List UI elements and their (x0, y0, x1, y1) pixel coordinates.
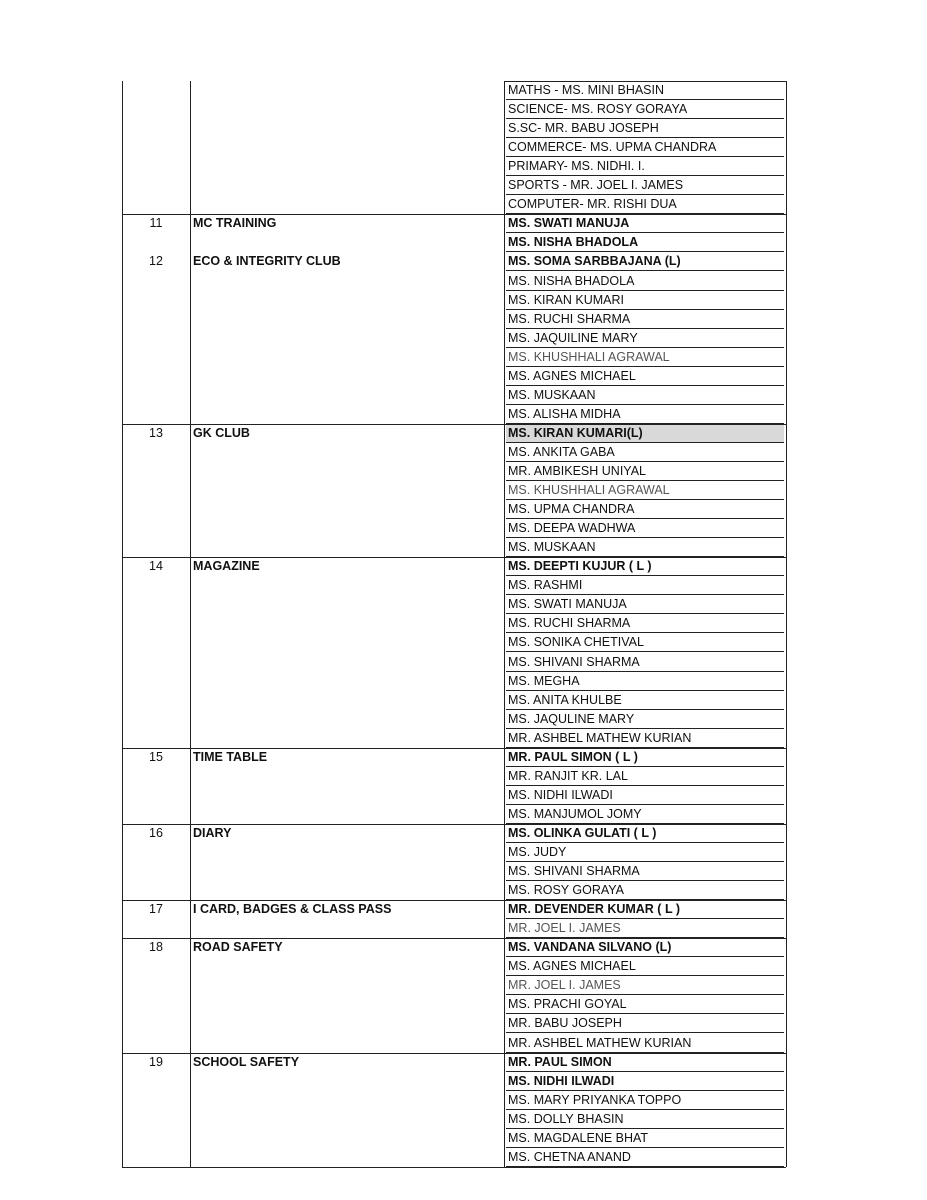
member-name: MS. ALISHA MIDHA (506, 405, 784, 424)
table-row (122, 881, 786, 900)
group-separator (122, 557, 786, 558)
member-name: MS. VANDANA SILVANO (L) (506, 938, 784, 957)
member-name: COMMERCE- MS. UPMA CHANDRA (506, 138, 784, 157)
duty-number: 17 (149, 902, 163, 917)
member-name: MR. BABU JOSEPH (506, 1014, 784, 1033)
duty-number: 11 (149, 216, 163, 231)
duty-title: MAGAZINE (193, 559, 260, 574)
member-name: MR. PAUL SIMON ( L ) (506, 748, 784, 767)
member-name: MS. JAQULINE MARY (506, 710, 784, 729)
table-row (122, 633, 786, 652)
member-name: MS. DEEPA WADHWA (506, 519, 784, 538)
table-row (122, 119, 786, 138)
table-row (122, 214, 786, 233)
member-name: MS. NIDHI ILWADI (506, 1072, 784, 1091)
member-name: SCIENCE- MS. ROSY GORAYA (506, 100, 784, 119)
member-name: MS. DOLLY BHASIN (506, 1110, 784, 1129)
member-name: MR. JOEL I. JAMES (506, 976, 784, 995)
column-divider-2 (504, 81, 505, 1167)
member-name: MR. JOEL I. JAMES (506, 919, 784, 938)
member-name: S.SC- MR. BABU JOSEPH (506, 119, 784, 138)
member-name: MS. SHIVANI SHARMA (506, 862, 784, 881)
group-separator (122, 214, 786, 215)
member-name: MS. KIRAN KUMARI(L) (506, 424, 784, 443)
group-separator (122, 1053, 786, 1054)
duty-number (122, 81, 190, 100)
duty-number: 12 (149, 254, 163, 269)
member-name: MS. ANKITA GABA (506, 443, 784, 462)
member-name: MS. PRACHI GOYAL (506, 995, 784, 1014)
table-row (122, 595, 786, 614)
table-row (122, 1091, 786, 1110)
table-row (122, 691, 786, 710)
table-row (122, 329, 786, 348)
table-row (122, 1053, 786, 1072)
table-row (122, 976, 786, 995)
member-name: MS. NISHA BHADOLA (506, 272, 784, 291)
table-row (122, 424, 786, 443)
table-row (122, 1014, 786, 1033)
table-row (122, 405, 786, 424)
member-name: MS. DEEPTI KUJUR ( L ) (506, 557, 784, 576)
table-row (122, 81, 786, 100)
table-row (122, 786, 786, 805)
duty-number: 19 (149, 1054, 163, 1069)
table-row (122, 672, 786, 691)
table-row (122, 462, 786, 481)
table-row (122, 481, 786, 500)
group-separator (122, 424, 786, 425)
table-row (122, 862, 786, 881)
member-name: MS. RUCHI SHARMA (506, 614, 784, 633)
table-row (122, 291, 786, 310)
table-row (122, 138, 786, 157)
member-name: MATHS - MS. MINI BHASIN (506, 81, 784, 100)
table-row (122, 348, 786, 367)
table-row (122, 1129, 786, 1148)
member-name: MS. SWATI MANUJA (506, 214, 784, 233)
member-name: MS. JAQUILINE MARY (506, 329, 784, 348)
member-name: MS. KHUSHHALI AGRAWAL (506, 348, 784, 367)
duty-number: 18 (149, 940, 163, 955)
member-name: MS. MUSKAAN (506, 386, 784, 405)
table-row (122, 614, 786, 633)
member-name: MS. SHIVANI SHARMA (506, 653, 784, 672)
outer-left-border (122, 81, 123, 1167)
group-separator (122, 824, 786, 825)
member-name: MS. CHETNA ANAND (506, 1148, 784, 1167)
table-row (122, 157, 786, 176)
member-name: MR. ASHBEL MATHEW KURIAN (506, 1034, 784, 1053)
member-name: MS. MUSKAAN (506, 538, 784, 557)
member-name: MS. NISHA BHADOLA (506, 233, 784, 252)
duty-number: 16 (149, 825, 163, 840)
member-name: MS. MAGDALENE BHAT (506, 1129, 784, 1148)
member-column-top-border (504, 81, 786, 82)
member-name: MS. MANJUMOL JOMY (506, 805, 784, 824)
table-row (122, 938, 786, 957)
table-row (122, 1110, 786, 1129)
table-row (122, 443, 786, 462)
column-divider-1 (190, 81, 191, 1167)
table-row (122, 272, 786, 291)
member-name: PRIMARY- MS. NIDHI. I. (506, 157, 784, 176)
group-separator (122, 938, 786, 939)
duty-title: I CARD, BADGES & CLASS PASS (193, 902, 392, 917)
group-separator (122, 900, 786, 901)
table-row (122, 900, 786, 919)
table-bottom-border (122, 1167, 786, 1168)
duty-number: 15 (149, 749, 163, 764)
table-row (122, 386, 786, 405)
member-name: MS. JUDY (506, 843, 784, 862)
table-row (122, 1072, 786, 1091)
member-name: MS. RUCHI SHARMA (506, 310, 784, 329)
member-name: MR. ASHBEL MATHEW KURIAN (506, 729, 784, 748)
member-name: MR. RANJIT KR. LAL (506, 767, 784, 786)
table-row (122, 367, 786, 386)
duty-title: ECO & INTEGRITY CLUB (193, 254, 341, 269)
table-row (122, 805, 786, 824)
member-name: MS. RASHMI (506, 576, 784, 595)
member-name: MR. AMBIKESH UNIYAL (506, 462, 784, 481)
table-row (122, 748, 786, 767)
table-row (122, 729, 786, 748)
member-name: MS. MEGHA (506, 672, 784, 691)
group-separator (122, 748, 786, 749)
member-name: MS. OLINKA GULATI ( L ) (506, 824, 784, 843)
duty-title: MC TRAINING (193, 216, 277, 231)
member-name: MS. KIRAN KUMARI (506, 291, 784, 310)
member-name: COMPUTER- MR. RISHI DUA (506, 195, 784, 214)
table-row (122, 995, 786, 1014)
member-name: MS. NIDHI ILWADI (506, 786, 784, 805)
table-row (122, 957, 786, 976)
member-name: MS. KHUSHHALI AGRAWAL (506, 481, 784, 500)
table-row (122, 1148, 786, 1167)
member-name: SPORTS - MR. JOEL I. JAMES (506, 176, 784, 195)
member-name: MS. ANITA KHULBE (506, 691, 784, 710)
table-row (122, 557, 786, 576)
table-row (122, 576, 786, 595)
member-name: MS. SOMA SARBBAJANA (L) (506, 252, 784, 271)
table-row (122, 195, 786, 214)
duty-title: SCHOOL SAFETY (193, 1054, 300, 1069)
duty-title: TIME TABLE (193, 749, 268, 764)
member-name: MS. SWATI MANUJA (506, 595, 784, 614)
table-row (122, 843, 786, 862)
member-name: MS. AGNES MICHAEL (506, 367, 784, 386)
table-row (122, 500, 786, 519)
table-row (122, 653, 786, 672)
duty-title: DIARY (193, 825, 232, 840)
member-name: MS. MARY PRIYANKA TOPPO (506, 1091, 784, 1110)
table-row (122, 100, 786, 119)
table-row (122, 233, 786, 252)
member-name: MS. UPMA CHANDRA (506, 500, 784, 519)
member-name: MS. AGNES MICHAEL (506, 957, 784, 976)
table-row (122, 919, 786, 938)
duty-number: 13 (149, 425, 163, 440)
duty-title: GK CLUB (193, 425, 250, 440)
member-name: MR. PAUL SIMON (506, 1053, 784, 1072)
duty-title: ROAD SAFETY (193, 940, 283, 955)
table-row (122, 1034, 786, 1053)
table-row (122, 824, 786, 843)
duty-number: 14 (149, 559, 163, 574)
table-row (122, 310, 786, 329)
table-row (122, 767, 786, 786)
table-row (122, 176, 786, 195)
duty-title (193, 81, 503, 100)
table-row (122, 252, 786, 271)
table-row (122, 538, 786, 557)
table-row (122, 710, 786, 729)
member-name: MR. DEVENDER KUMAR ( L ) (506, 900, 784, 919)
member-name: MS. ROSY GORAYA (506, 881, 784, 900)
outer-right-border (786, 81, 787, 1167)
member-name: MS. SONIKA CHETIVAL (506, 633, 784, 652)
table-row (122, 519, 786, 538)
